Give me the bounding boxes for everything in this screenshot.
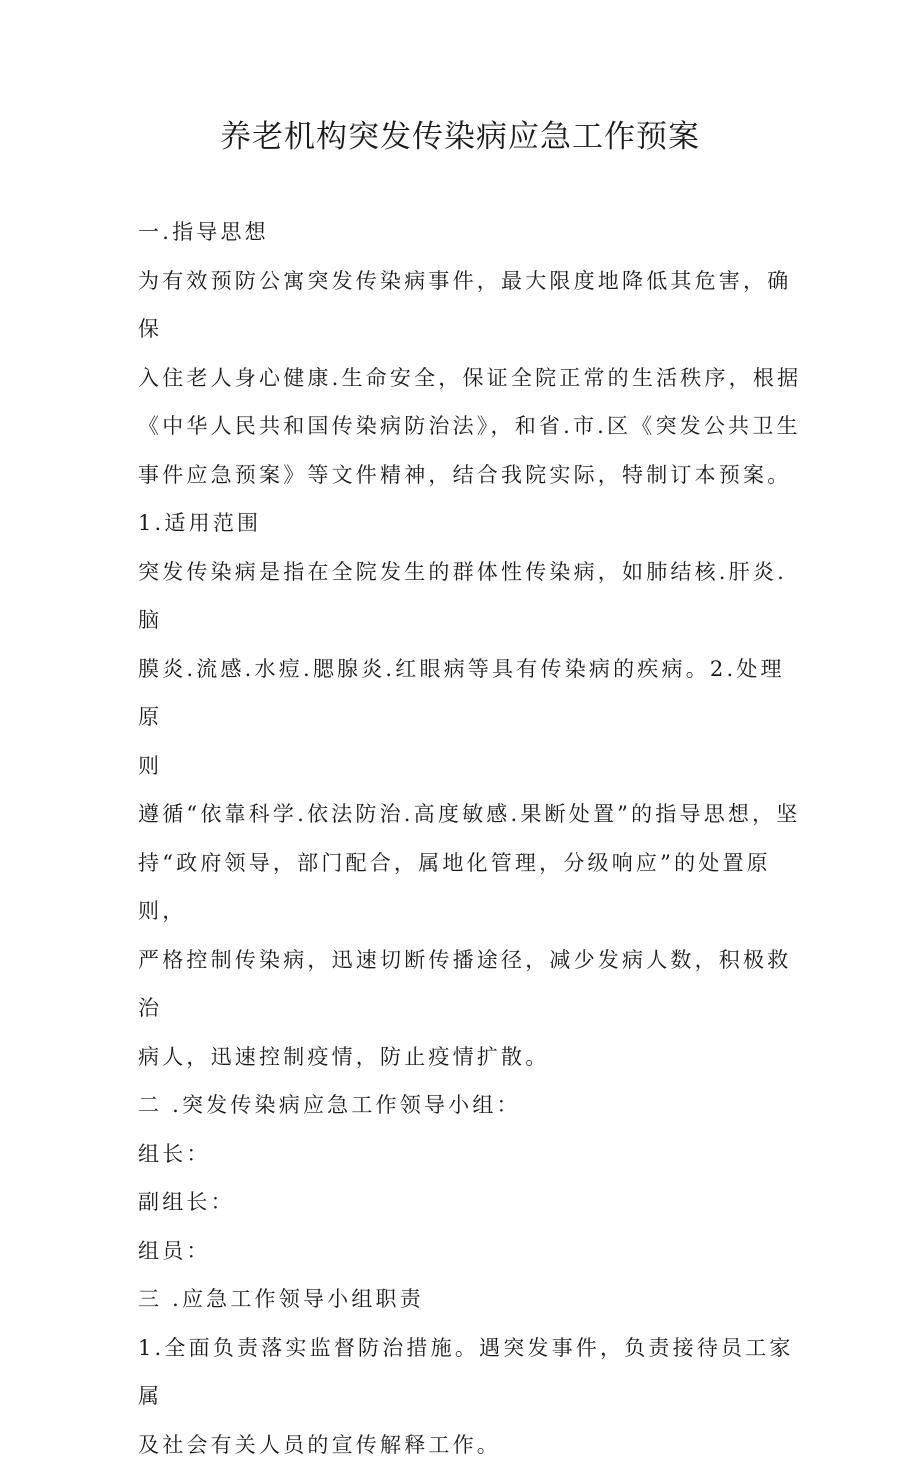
paragraph-line: 1.全面负责落实监督防治措施。遇突发事件，负责接待员工家属 <box>138 1324 808 1421</box>
paragraph-line: 为有效预防公寓突发传染病事件，最大限度地降低其危害，确保 <box>138 257 808 354</box>
section-heading-guiding-ideology: 一.指导思想 <box>138 208 808 257</box>
paragraph-line: 膜炎.流感.水痘.腮腺炎.红眼病等具有传染病的疾病。2.处理原 <box>138 645 808 742</box>
paragraph-line: 《中华人民共和国传染病防治法》，和省.市.区《突发公共卫生 <box>138 402 808 451</box>
paragraph-line: 及社会有关人员的宣传解释工作。 <box>138 1421 808 1469</box>
group-members-line: 组员： <box>138 1227 808 1276</box>
document-title: 养老机构突发传染病应急工作预案 <box>0 112 920 162</box>
section-heading-scope: 1.适用范围 <box>138 499 808 548</box>
section-heading-leadership-group: 二 .突发传染病应急工作领导小组： <box>138 1081 808 1130</box>
deputy-leader-line: 副组长： <box>138 1178 808 1227</box>
paragraph-line: 突发传染病是指在全院发生的群体性传染病，如肺结核.肝炎.脑 <box>138 548 808 645</box>
paragraph-line: 遵循“依靠科学.依法防治.高度敏感.果断处置”的指导思想，坚 <box>138 790 808 839</box>
paragraph-line: 病人，迅速控制疫情，防止疫情扩散。 <box>138 1033 808 1082</box>
paragraph-line: 入住老人身心健康.生命安全，保证全院正常的生活秩序，根据 <box>138 354 808 403</box>
paragraph-line: 事件应急预案》等文件精神，结合我院实际，特制订本预案。 <box>138 451 808 500</box>
group-leader-line: 组长： <box>138 1130 808 1179</box>
paragraph-line: 则 <box>138 742 808 791</box>
section-heading-responsibilities: 三 .应急工作领导小组职责 <box>138 1275 808 1324</box>
document-body <box>138 208 808 1469</box>
paragraph-line: 持“政府领导，部门配合，属地化管理，分级响应”的处置原则， <box>138 839 808 936</box>
paragraph-line: 严格控制传染病，迅速切断传播途径，减少发病人数，积极救治 <box>138 936 808 1033</box>
